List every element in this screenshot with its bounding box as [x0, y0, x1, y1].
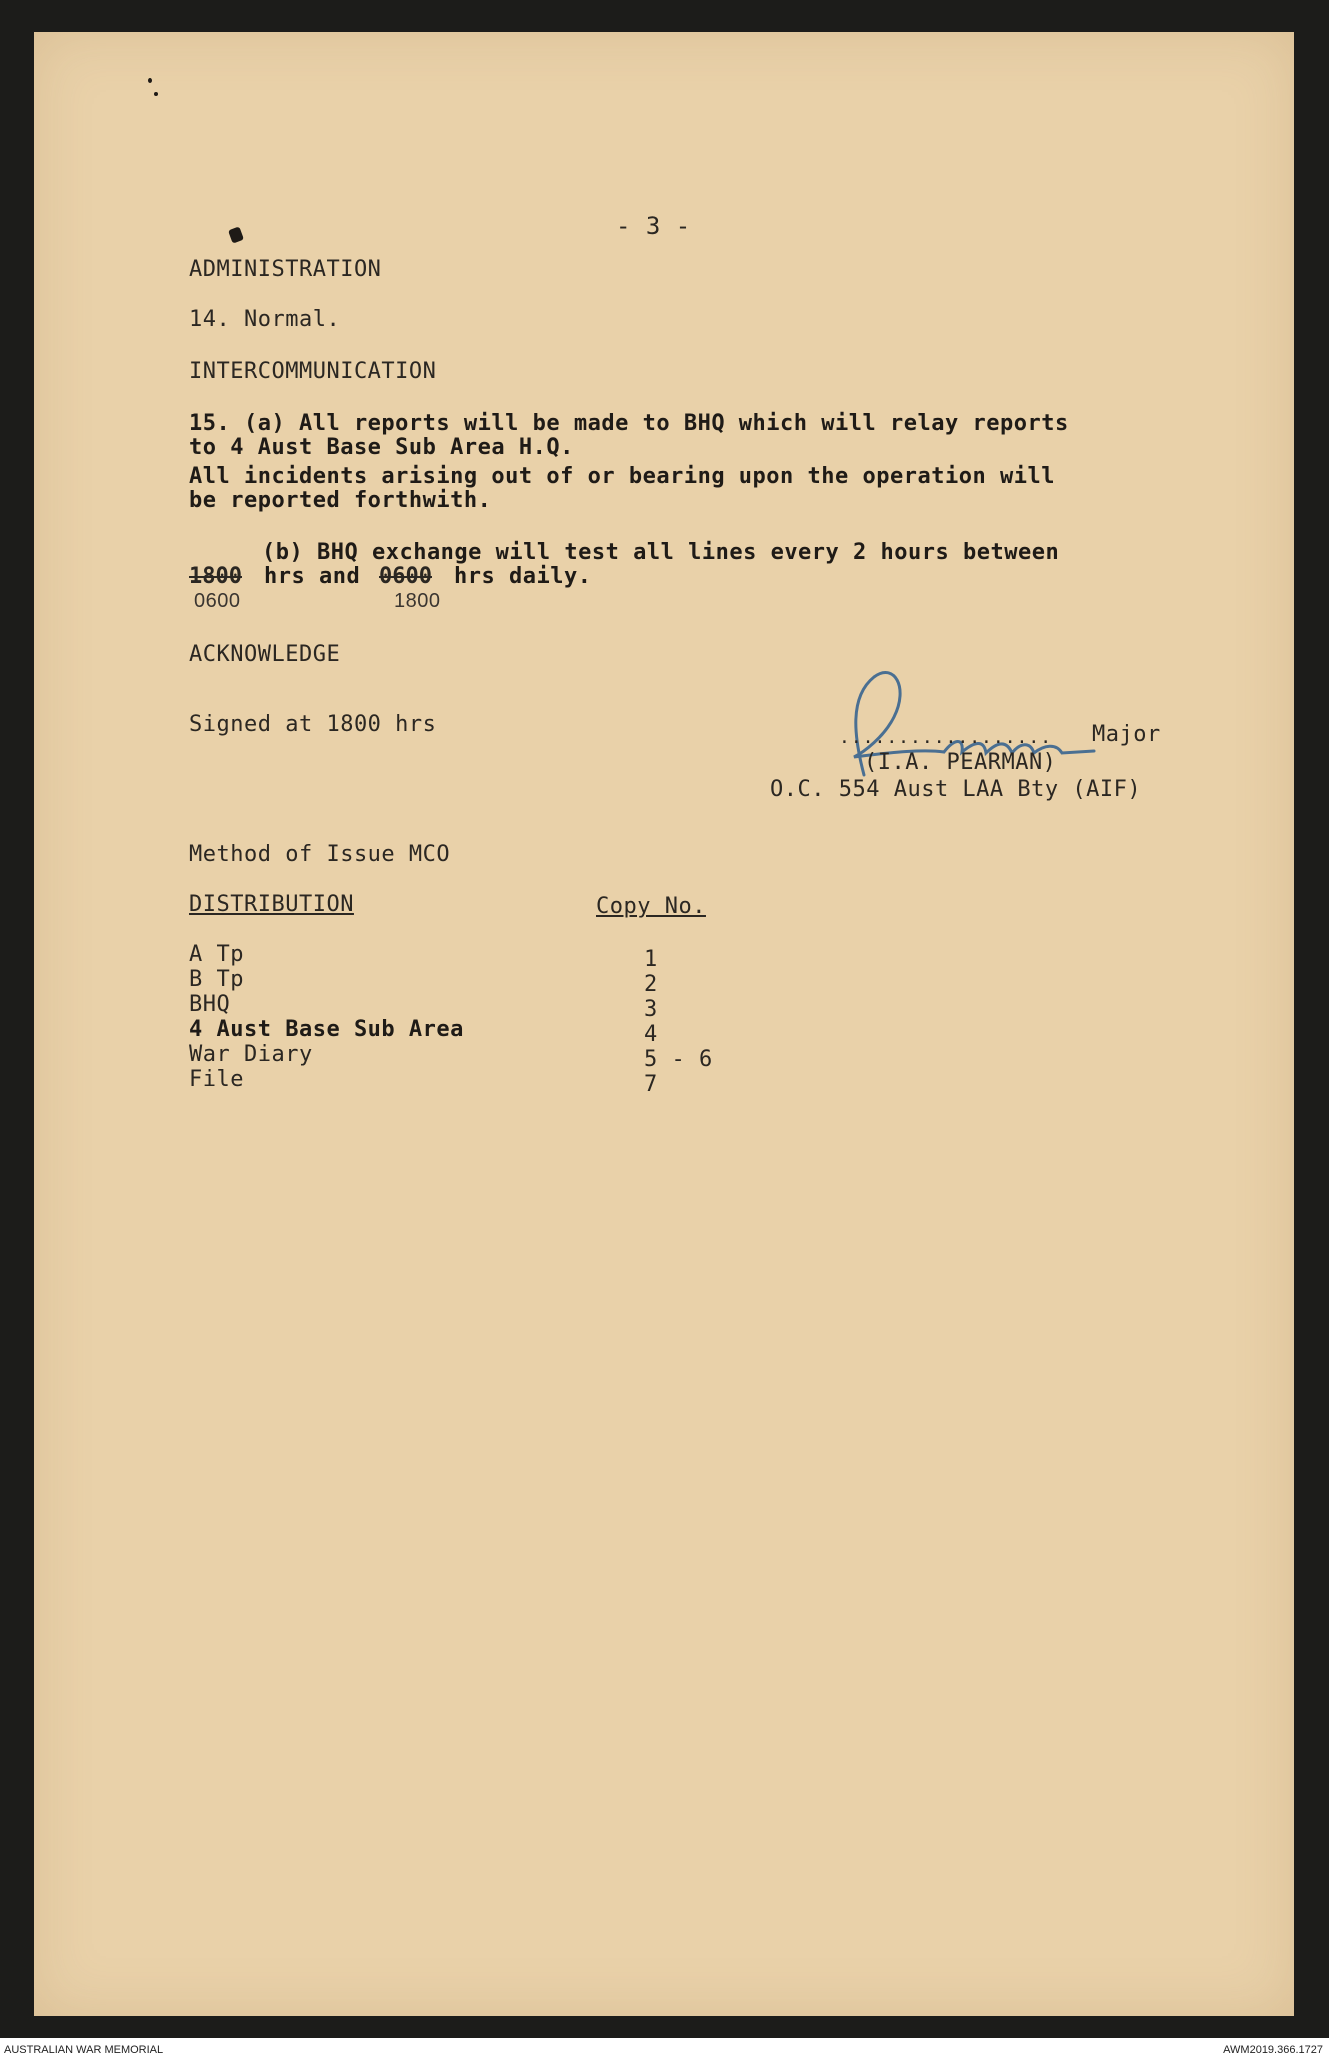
distribution-recipient: War Diary: [189, 1042, 313, 1067]
copy-number-heading: Copy No.: [596, 894, 706, 919]
distribution-recipient: A Tp: [189, 942, 244, 967]
distribution-recipient: 4 Aust Base Sub Area: [189, 1017, 464, 1042]
paragraph-15b-line1: (b) BHQ exchange will test all lines every 2 hours between: [262, 540, 1060, 565]
hrs-daily-text: hrs daily.: [454, 564, 592, 589]
hrs-and-text: hrs and: [264, 564, 361, 589]
distribution-heading: DISTRIBUTION: [189, 892, 354, 917]
distribution-copy: 4: [644, 1022, 658, 1047]
footer-catalogue-id: AWM2019.366.1727: [1223, 2044, 1323, 2056]
distribution-copy: 1: [644, 947, 658, 972]
administration-heading: ADMINISTRATION: [189, 257, 382, 282]
ink-speck: [228, 226, 244, 243]
signature-dotted-line: ..................: [839, 727, 1053, 748]
distribution-copy: 7: [644, 1072, 658, 1097]
distribution-copy: 2: [644, 972, 658, 997]
paragraph-15a-line2: to 4 Aust Base Sub Area H.Q.: [189, 435, 574, 460]
distribution-recipient: B Tp: [189, 967, 244, 992]
acknowledge-heading: ACKNOWLEDGE: [189, 642, 341, 667]
footer-institution: AUSTRALIAN WAR MEMORIAL: [4, 2044, 164, 2056]
method-of-issue: Method of Issue MCO: [189, 842, 451, 867]
handwritten-correction-1: 0600: [194, 590, 241, 612]
struck-time-1: 1800: [189, 564, 242, 589]
paragraph-14: 14. Normal.: [189, 307, 341, 332]
paragraph-15a-line3: All incidents arising out of or bearing upon the operation will: [189, 464, 1055, 489]
ink-speck: [148, 78, 152, 83]
signature-rank: Major: [1092, 722, 1161, 747]
handwritten-correction-2: 1800: [394, 590, 441, 612]
page-number: - 3 -: [616, 212, 691, 240]
paragraph-15a-line1: 15. (a) All reports will be made to BHQ which will relay reports: [189, 411, 1069, 436]
struck-time-2: 0600: [379, 564, 432, 589]
distribution-copy: 5 - 6: [644, 1047, 713, 1072]
document-page: [34, 32, 1294, 2016]
archive-footer: [0, 2038, 1329, 2061]
ink-speck: [154, 92, 158, 96]
distribution-recipient: File: [189, 1067, 244, 1092]
signature-unit: O.C. 554 Aust LAA Bty (AIF): [770, 777, 1142, 802]
signature-name: (I.A. PEARMAN): [864, 750, 1057, 775]
distribution-copy: 3: [644, 997, 658, 1022]
intercommunication-heading: INTERCOMMUNICATION: [189, 359, 437, 384]
paragraph-15a-line4: be reported forthwith.: [189, 488, 492, 513]
distribution-recipient: BHQ: [189, 992, 231, 1017]
signed-at-text: Signed at 1800 hrs: [189, 712, 437, 737]
